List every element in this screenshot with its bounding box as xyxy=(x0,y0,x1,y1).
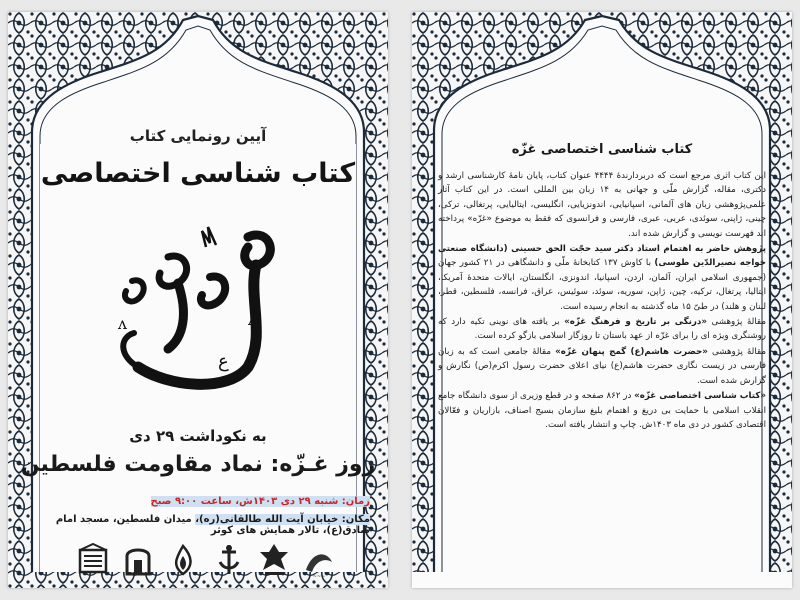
event-time xyxy=(26,496,370,507)
flame-logo-icon xyxy=(166,542,200,580)
event-place-detail: میدان فلسطین، مسجد امام صادق(ع)، تالار همایش های کوثر xyxy=(55,514,370,536)
event-place xyxy=(26,514,370,536)
publication-title: «کتاب شناسی اختصاصی غزّه» xyxy=(634,391,766,402)
day-title: روز غـزّه: نماد مقاومت فلسطین xyxy=(20,452,376,477)
paragraph-publication xyxy=(438,389,766,432)
basij-logo-icon xyxy=(212,542,246,580)
svg-text:ʌ: ʌ xyxy=(118,314,128,333)
university-logo-icon xyxy=(76,542,110,580)
article-history-rest: بر یافته های نوینی تکیه دارد که روشنگری ویژه ای را برای غزّه از عهد باستان تا روزگار اسلامی بازگو کرده است. xyxy=(438,317,766,342)
paragraph-research-bold: پژوهش حاضر به اهتمام استاد دکتر سید حجّت الحق حسینی (دانشگاه صنعتی خواجه نصیرالدّین طوسی) xyxy=(438,244,767,269)
article-hashem-title: «حضرت هاشم(ع) گمج پنهان غزّه» xyxy=(555,346,708,357)
svg-text:ع: ع xyxy=(218,351,229,372)
svg-text:ʌ: ʌ xyxy=(248,310,258,329)
article-history-title: «درنگی بر تاریخ و فرهنگ غزّه» xyxy=(564,317,707,328)
paragraph-intro: این کتاب اثری مرجع است که دربردارندۀ ۴۴۴۴ عنوان کتاب، پایان نامۀ کارشناسی ارشد و دکتری، مقاله، گزارش ملّی و جهانی به ۱۴ زبان بین المللی است. در این کتاب آثار علمی‌پژوهشی زبان های آلمانی، اسپانیایی، اندونزیایی، انگلیسی، ایتالیایی، پرتغالی، ترکی، چینی، ژاپنی، سوئدی، عربی، عبری، فارسی و فرانسوی که فقط به موضوع «غزّه» پرداخته اند فهرست نویسی و گزارش شده اند. xyxy=(438,171,766,239)
publication-rest: در ۸۶۲ صفحه و در قطع وزیری از سوی دانشگاه جامع انقلاب اسلامی با حمایت بی دریغ و اهتمام بلیغ سازمان بسیج اصناف، بازاریان و فعّالان اقتصادی کشور در دی ماه ۱۴۰۳ش. چاپ و انتشار یافته است. xyxy=(438,391,766,430)
event-time-text: زمان: شنبه ۲۹ دی ۱۴۰۳ش، ساعت ۹:۰۰ صبح xyxy=(150,496,370,507)
gaza-calligraphy xyxy=(98,217,298,392)
paragraph-research-rest: با کاوش ۱۳۷ کتابخانۀ ملّی و دانشگاهی در ۲۱ کشور جهان (جمهوری اسلامی ایران، آلمان، اردن، اسپانیا، اندونزی، انگلستان، ایالات متحدۀ آمریکا، ایتالیا، پرتغال، ترکیه، چین، ژاپن، سوریه، سوئد، سوئیس، عراق، فرانسه، فلسطین، قطر، لبنان و هلند) در طیّ ۱۵ ماه گذشته به انجام رسیده است. xyxy=(438,258,766,312)
emblem-logo-icon xyxy=(257,542,291,580)
paragraph-article-hashem xyxy=(438,345,766,388)
poster-page xyxy=(8,12,388,588)
event-place-label: مکان: خیابان آیت الله طالقانی(ره)، xyxy=(195,514,370,525)
arch-logo-icon xyxy=(121,542,155,580)
occasion-text: به نکوداشت ۲۹ دی xyxy=(129,427,267,445)
calligraphy-logo-icon xyxy=(302,542,336,580)
ceremony-title: آیین رونمایی کتاب xyxy=(129,127,267,145)
sponsor-logos xyxy=(76,540,336,582)
description-page xyxy=(412,12,792,588)
svg-text:~~~: ~~~ xyxy=(312,574,326,580)
description-title: کتاب شناسی اختصاصی غزّه xyxy=(511,142,693,157)
description-body xyxy=(438,169,766,433)
article-hashem-rest: مقالۀ جامعی است که به زبان فارسی در زیست نگاری حضرت هاشم(ع) نیای اعلای حضرت رسول اکرم(ص) نگارش و گزارش شده است. xyxy=(438,346,766,386)
paragraph-research xyxy=(438,242,766,314)
book-title: کتاب شناسی اختصاصی xyxy=(40,158,356,189)
article-history-prefix: مقالۀ پژوهشی xyxy=(706,317,766,328)
article-hashem-prefix: مقالۀ پژوهشی xyxy=(707,346,766,357)
paragraph-article-history xyxy=(438,315,766,344)
